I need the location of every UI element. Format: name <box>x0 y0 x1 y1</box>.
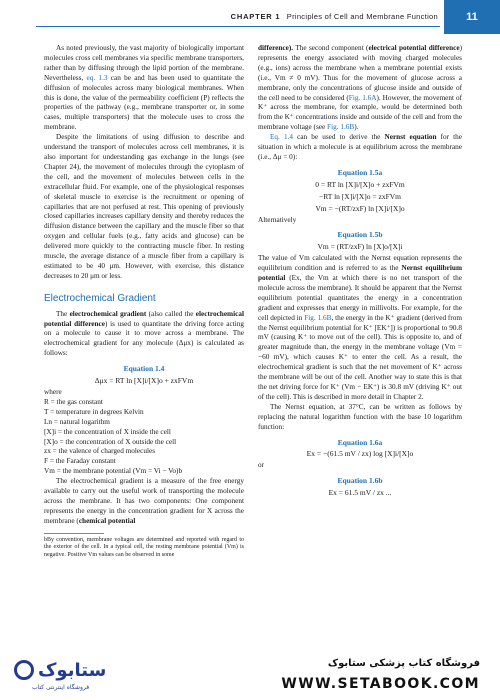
text: ) is used to quantitate the driving force acting on a molecule to cause it to move across a membrane. The electrochemical gradient for any molecule (Δμx) is calculated as follows: <box>44 319 244 358</box>
logo-name: ستابوک <box>38 660 107 681</box>
eq-link[interactable]: eq. 1.3 <box>86 73 108 82</box>
paragraph: The Nernst equation, at 37°C, can be written as follows by replacing the natural logarithm function with the base 10 logarithm function: <box>258 402 462 431</box>
text: (also called the <box>146 309 196 318</box>
chapter-label: CHAPTER 1 <box>230 12 281 21</box>
definition: R = the gas constant <box>44 397 103 406</box>
paragraph <box>258 254 462 403</box>
equation: −RT ln [X]i/[X]o = zxFVm <box>318 191 402 201</box>
chapter-title: Principles of Cell and Membrane Function <box>286 12 438 21</box>
definition: Vm = the membrane potential (Vm = Vi − Vo)b <box>44 467 183 476</box>
figure-link[interactable]: Fig. 1.6A <box>348 93 377 102</box>
right-column <box>258 44 462 500</box>
equation-label: Equation 1.5a <box>337 167 383 177</box>
footnote: bBy convention, membrane voltages are determined and reported with regard to the exterior of the cell. In a typical cell, the resting membrane potential (Vm) is negative. Positive Vm values can be observed in some <box>44 536 244 558</box>
text: for the situation in which a molecule is at equilibrium across the membrane (i.e., Δμ = 0): <box>258 133 463 161</box>
definitions-list <box>44 398 244 477</box>
text: (Ex, the Vm at which there is no net transport of the molecule across the membrane). It should be apparent that the Nernst equilibrium potential quantitates the energy in a concentration gradient and expresses that energy in millivolts. For example, for the cell depicted in <box>258 274 462 322</box>
term: Nernst equilibrium potential <box>258 264 462 283</box>
logo-mark-icon <box>14 660 34 680</box>
equation: Δμx = RT ln [X]i/[X]o + zxFVm <box>94 376 194 386</box>
page-header <box>0 0 500 34</box>
text: ) represents the energy associated with moving charged molecules (e.g., ions) across the membrane when a membrane potential exists (i.e., Vm ≠ 0 mV). Thus for the movement of glucose across a membrane, only the concentrations of glucose inside and outside of the cell need to be considered ( <box>258 44 462 102</box>
eq-link[interactable]: Eq. 1.4 <box>270 133 294 142</box>
term: electrochemical potential difference <box>44 309 244 328</box>
definition: [X]o = the concentration of X outside the cell <box>44 437 177 446</box>
paragraph <box>44 477 244 527</box>
equation-label: Equation 1.6b <box>337 476 383 486</box>
paragraph <box>258 44 462 133</box>
term: difference). <box>258 44 294 52</box>
text: can be used to derive the <box>293 133 385 142</box>
definition: T = temperature in degrees Kelvin <box>44 407 144 416</box>
text: As noted previously, the vast majority of biologically important molecules cross cell membranes via specific membrane transporters, rather than by diffusing through the lipid portion of the membrane. Nevertheless, <box>44 44 244 82</box>
text: The second component ( <box>293 44 369 52</box>
term: electrical potential difference <box>368 44 460 52</box>
watermark-footer <box>0 652 500 700</box>
paragraph <box>44 44 244 133</box>
definition: [X]i = the concentration of X inside the cell <box>44 427 171 436</box>
where-label: where <box>44 388 62 396</box>
text: The <box>56 309 70 318</box>
text: ). <box>354 123 359 132</box>
left-column <box>44 44 244 559</box>
figure-link[interactable]: Fig. 1.6B <box>327 123 355 132</box>
equation: Ex = 61.5 mV / zx ... <box>328 488 392 498</box>
paragraph <box>258 133 462 163</box>
store-url[interactable]: WWW.SETABOOK.COM <box>281 676 480 692</box>
text: The electrochemical gradient is a measure of the free energy available to carry out the useful work of transporting the molecule across the membrane. It has two components: One component represents the energy in the concentration gradient for X across the membrane ( <box>44 477 244 525</box>
equation-label: Equation 1.4 <box>123 364 165 374</box>
equation: 0 = RT ln [X]i/[X]o + zxFVm <box>315 179 405 189</box>
definition: F = the Faraday constant <box>44 457 116 466</box>
or-label: or <box>258 461 265 470</box>
figure-link[interactable]: Fig. 1.6B <box>304 313 332 322</box>
equation-label: Equation 1.5b <box>337 230 383 240</box>
footnote-rule <box>44 533 104 534</box>
equation: Vm = (RT/zxF) ln [X]o/[X]i <box>317 242 403 252</box>
setabook-logo[interactable] <box>8 654 118 698</box>
text: The value of Vm calculated with the Nernst equation represents the equilibrium condition and is referred to as the <box>258 254 462 273</box>
page-number: 11 <box>444 0 500 34</box>
section-heading: Electrochemical Gradient <box>44 292 156 304</box>
equation: Vm = −(RT/zxF) ln [X]i/[X]o <box>315 203 405 213</box>
equation: Ex = −(61.5 mV / zx) log [X]i/[X]o <box>306 449 414 459</box>
equation-label: Equation 1.6a <box>337 437 383 447</box>
running-head <box>231 12 438 21</box>
paragraph <box>44 310 244 360</box>
text: ). However, the movement of K⁺ across the membrane, for example, would be determined both from the K⁺ concentrations inside and outside of the cell and from the membrane voltage (see <box>258 93 462 132</box>
header-rule <box>36 26 440 27</box>
term: chemical potential <box>78 516 136 525</box>
term: electrochemical gradient <box>69 309 147 318</box>
paragraph: Despite the limitations of using diffusion to describe and understand the transport of molecules across cell membranes, it is also important for understanding gas exchange in the lungs (see Chapter 24), the movement of molecules through the cytoplasm of the cell, and the movement of molecules between cells in the extracellular fluid. For example, one of the physiological responses of skeletal muscle to exercise is the recruitment or opening of capillaries that are not perfused at rest. This opening of previously closed capillaries increases capillary density and thereby reduces the diffusion distance between the capillary and the muscle fiber so that oxygen and cellular fuels (e.g., fatty acids and glucose) can be delivered more quickly to the contracting muscle fiber. In resting muscle, the average distance of a muscle fiber from a capillary is estimated to be 40 μm. However, with exercise, this distance decreases to 20 μm or less. <box>44 133 244 280</box>
logo-tagline: فروشگاه اینترنتی کتاب <box>32 684 90 691</box>
term: Nernst equation <box>384 133 437 142</box>
text: , the energy in the K⁺ gradient (derived from the Nernst equilibrium potential for K⁺ [EK⁺]) is proportional to 90.8 mV (causing K⁺ to move out of the cell). This is opposite to, and of greater magnitude than, the energy in the membrane voltage (Vm = −60 mV), which causes K⁺ to enter the cell. As a result, the electrochemical gradient is such that the net movement of K⁺ across the membrane will be out of the cell. Another way to state this is that the net driving force for K⁺ (Vm − EK⁺) is 30.8 mV (driving K⁺ out of the cell). This is described in more detail in Chapter 2. <box>258 313 463 401</box>
store-title: فروشگاه کتاب پزشکی ستابوک <box>327 658 480 669</box>
text: can be and has been used to quantitate the diffusion of molecules across many biological membranes. When this is done, the value of the permeability coefficient (P) reflects the properties of the pathway (e.g., membrane transporter or, in some cases, multiple transporters) that the molecule uses to cross the membrane. <box>44 73 244 132</box>
definition: Ln = natural logarithm <box>44 417 110 426</box>
alternatively-label: Alternatively <box>258 215 297 224</box>
definition: zx = the valence of charged molecules <box>44 447 156 456</box>
